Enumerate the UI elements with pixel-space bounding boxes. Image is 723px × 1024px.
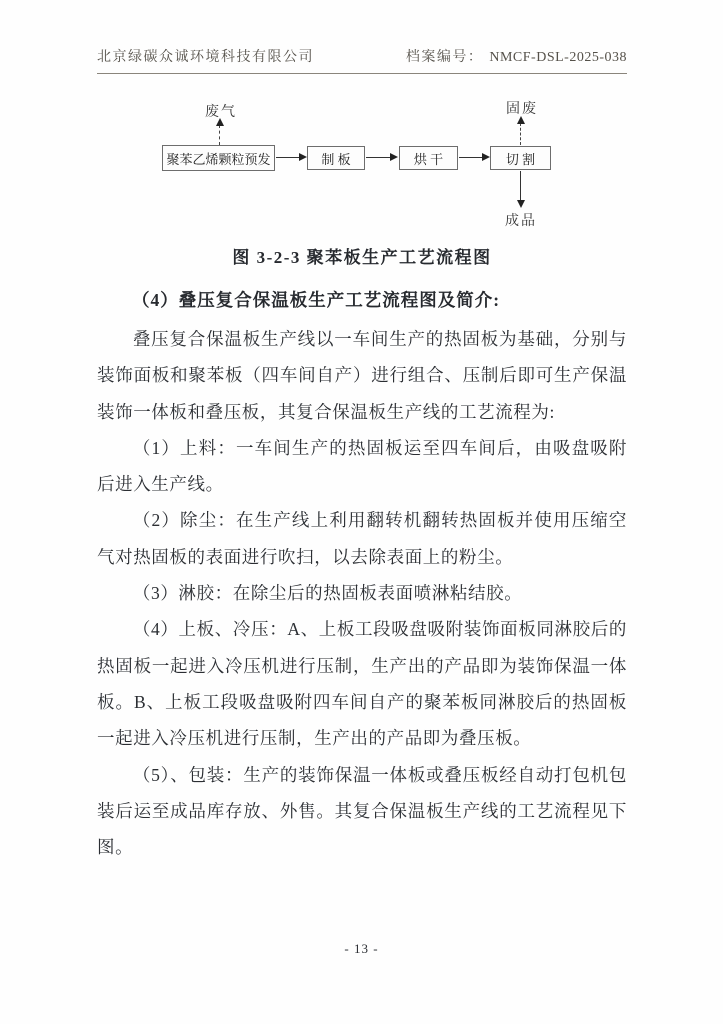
- paragraph: （1）上料：一车间生产的热固板运至四车间后，由吸盘吸附后进入生产线。: [97, 437, 627, 495]
- flow-box-drying: 烘 干: [399, 146, 458, 170]
- flow-arrow-1: [276, 157, 300, 158]
- solid-waste-arrowhead-icon: [517, 116, 525, 124]
- figure-caption: 图 3-2-3 聚苯板生产工艺流程图: [232, 248, 492, 267]
- paragraph: （5）、包装：生产的装饰保温一体板或叠压板经自动打包机包装后运至成品库存放、外售。其复合保温板生产线的工艺流程见下图。: [97, 764, 627, 858]
- solid-waste-arrow: [520, 123, 521, 145]
- process-flowchart: [0, 95, 723, 230]
- paragraph: 叠压复合保温板生产线以一车间生产的热固板为基础，分别与装饰面板和聚苯板（四车间自产）进行组合、压制后即可生产保温装饰一体板和叠压板，其复合保温板生产线的工艺流程为:: [97, 329, 627, 422]
- flow-arrow-3-head-icon: [482, 153, 490, 161]
- waste-gas-arrowhead-icon: [216, 118, 224, 126]
- section-heading: （4）叠压复合保温板生产工艺流程图及简介:: [132, 290, 501, 310]
- paragraph: （3）淋胶：在除尘后的热固板表面喷淋粘结胶。: [132, 583, 523, 604]
- paragraph-block: [97, 321, 627, 865]
- paragraph: （2）除尘：在生产线上利用翻转机翻转热固板并使用压缩空气对热固板的表面进行吹扫，以去除表面上的粉尘。: [97, 510, 627, 567]
- flow-arrow-1-head-icon: [299, 153, 307, 161]
- flow-arrow-2-head-icon: [390, 153, 398, 161]
- paragraph: （4）上板、冷压：A、上板工段吸盘吸附装饰面板同淋胶后的热固板一起进入冷压机进行压制，生产出的产品即为装饰保温一体板。B、上板工段吸盘吸附四车间自产的聚苯板同淋胶后的热固板一起进入冷压机进行压制，生产出的产品即为叠压板。: [97, 619, 627, 749]
- page-number: - 13 -: [344, 941, 379, 956]
- product-label: 成品: [505, 214, 537, 229]
- file-number: [406, 46, 627, 66]
- company-name: 北京绿碳众诚环境科技有限公司: [97, 50, 314, 65]
- file-number-value: NMCF-DSL-2025-038: [489, 50, 627, 65]
- product-arrowhead-icon: [517, 200, 525, 208]
- waste-gas-label: 废气: [205, 105, 237, 120]
- document-body: [97, 243, 627, 865]
- flow-arrow-3: [459, 157, 483, 158]
- file-number-label: 档案编号：: [405, 50, 484, 65]
- flow-arrow-2: [366, 157, 391, 158]
- flow-box-pre-expansion: 聚苯乙烯颗粒预发: [162, 145, 275, 171]
- flow-box-cutting: 切 割: [490, 146, 551, 170]
- page-header: [97, 46, 627, 74]
- solid-waste-label: 固废: [506, 102, 538, 117]
- product-arrow: [520, 171, 521, 200]
- waste-gas-arrow: [219, 125, 220, 145]
- flow-box-board-forming: 制 板: [307, 146, 365, 170]
